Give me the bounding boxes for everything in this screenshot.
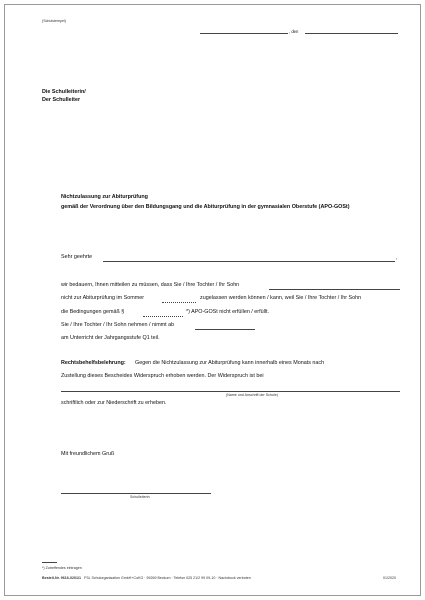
year-field[interactable] — [162, 302, 196, 303]
addressee-line-2: Der Schulleiter — [42, 97, 81, 103]
body-line-5: am Unterricht der Jahrgangsstufe Q1 teil. — [61, 335, 160, 341]
footnote: *) Zutreffendes eintragen — [42, 566, 82, 570]
paragraph-field[interactable] — [143, 316, 183, 317]
legal-line-1: Gegen die Nichtzulassung zur Abiturprüfung kann innerhalb eines Monats nach — [135, 360, 325, 366]
body-line-1: wir bedauern, Ihnen mitteilen zu müssen, dass Sie / Ihre Tochter / Ihr Sohn — [61, 282, 240, 288]
student-name-line[interactable] — [269, 289, 400, 290]
addressee-line-1: Die Schulleiterin/ — [42, 89, 86, 95]
order-number: Bestell-Nr. 9616-0201/1 — [42, 576, 81, 580]
school-stamp-label: (Schulstempel) — [42, 19, 66, 23]
footnote-rule — [42, 562, 57, 563]
legal-line-3: schriftlich oder zur Niederschrift zu erheben. — [61, 400, 167, 406]
salutation: Sehr geehrte — [61, 254, 93, 260]
place-line[interactable] — [200, 33, 288, 34]
date-separator: , den — [289, 29, 299, 34]
recipient-name-line[interactable] — [103, 261, 395, 262]
legal-heading: Rechtsbehelfsbelehrung: — [61, 360, 126, 366]
signature-line[interactable] — [61, 493, 211, 494]
body-line-3a: die Bedingungen gemäß § — [61, 309, 125, 315]
school-address-line[interactable] — [61, 391, 400, 392]
body-line-4: Sie / Ihre Tochter / Ihr Sohn nehmen / nimmt ab — [61, 322, 175, 328]
publisher-info: FSL Schulorganisation GmbH+CoKG · 59269 Beckum · Telefon 025 21/2 99 09-10 · Nachdruck verboten — [84, 576, 251, 580]
body-line-2a: nicht zur Abiturprüfung im Sommer — [61, 295, 144, 301]
salutation-comma: , — [396, 255, 398, 261]
closing-greeting: Mit freundlichem Gruß — [61, 451, 115, 457]
school-address-caption: (Name und Anschrift der Schule) — [226, 393, 278, 397]
legal-line-2: Zustellung dieses Bescheides Widerspruch erhoben werden. Der Widerspruch ist bei — [61, 373, 264, 379]
body-line-3b: *) APO-GOSt nicht erfüllen / erfüllt. — [186, 309, 269, 315]
subject-line-2: gemäß der Verordnung über den Bildungsgang und die Abiturprüfung in der gymnasialen Oberstufe (APO-GOSt) — [61, 204, 350, 210]
body-line-2b: zugelassen werden können / kann, weil Sie / Ihre Tochter / Ihr Sohn — [200, 295, 362, 301]
signature-caption: Schulleiterin — [130, 495, 150, 499]
form-date: 01/2020 — [383, 576, 396, 580]
start-date-line[interactable] — [195, 329, 255, 330]
date-line[interactable] — [305, 33, 398, 34]
subject-line-1: Nichtzulassung zur Abiturprüfung — [61, 194, 148, 200]
